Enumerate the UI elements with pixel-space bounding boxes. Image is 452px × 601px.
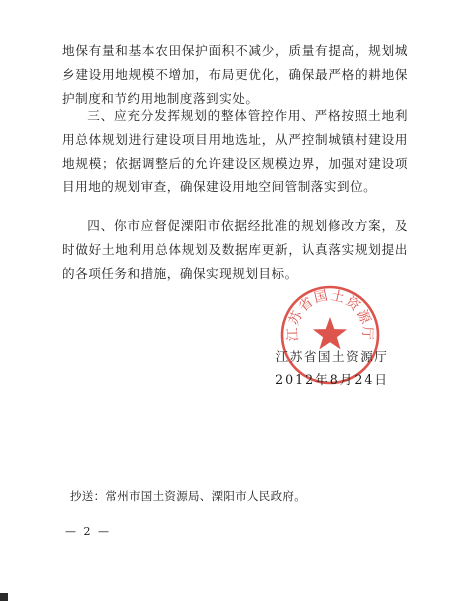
signature-date: 2012年8月24日: [275, 372, 389, 387]
paragraph-item-three: 三、应充分发挥规划的整体管控作用、严格按照土地利用总体规划进行建设项目用地选址，从严控制城镇村建设用地规模；依据调整后的允许建设区规模边界，加强对建设项目用地的规划审查，确保建设用地空间管制落实到位。: [62, 108, 408, 195]
paragraph-continuation: 地保有量和基本农田保护面积不减少，质量有提高，规划城乡建设用地规模不增加，布局更优化，确保最严格的耕地保护制度和节约用地制度落到实处。: [62, 43, 408, 106]
svg-text:江苏省国土资源厅: 江苏省国土资源厅: [284, 287, 376, 342]
page-number: — 2 —: [65, 525, 111, 538]
cc-line: 抄送：常州市国土资源局、溧阳市人民政府。: [70, 489, 306, 503]
scan-corner-mark: [0, 593, 8, 601]
paragraph-item-four: 四、你市应督促溧阳市依据经批准的规划修改方案，及时做好土地利用总体规划及数据库更新，认真落实规划提出的各项任务和措施，确保实现规划目标。: [62, 218, 408, 281]
star-icon: [313, 317, 347, 349]
signature-organization: 江苏省国土资源厅: [275, 349, 389, 364]
